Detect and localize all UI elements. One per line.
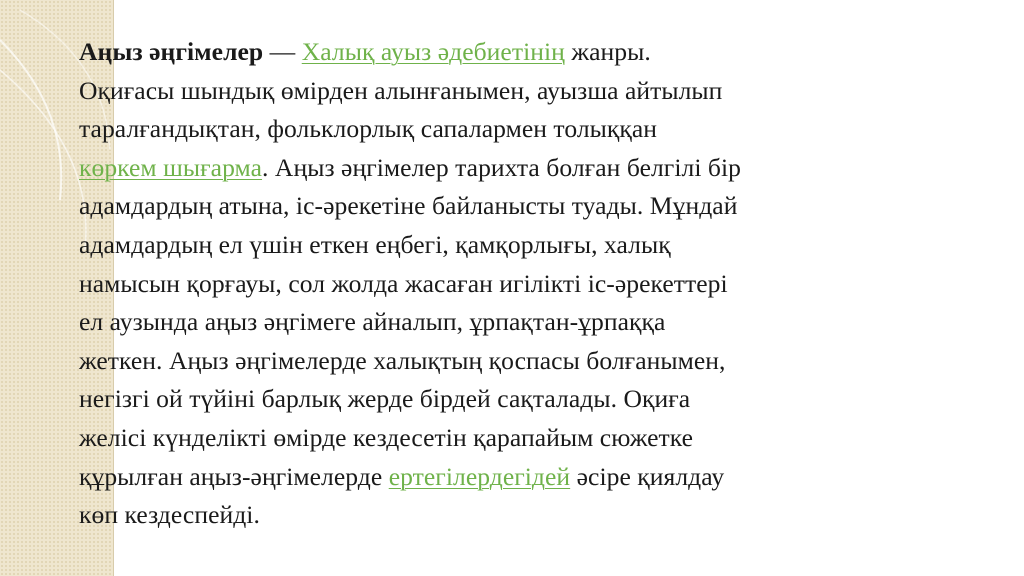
em-dash: — [263,37,302,66]
text-line-10: негізгі ой түйіні барлық жерде бірдей сақталады. Оқиға [79,384,691,414]
text-line-8: ел аузында аңыз әңгімеге айналып, ұрпақтан-ұрпаққа [79,307,666,337]
line-4-tail: . Аңыз әңгімелер тарихта болған белгілі бір [262,152,742,182]
text-line-7: намысын қорғауы, сол жолда жасаған игілікті іс-әрекеттері [79,268,728,298]
line-12-head: құрылған аңыз-әңгімелерде [79,461,389,491]
text-line-2: Оқиғасы шындық өмірден алынғанымен, ауызша айтылып [79,75,723,105]
text-line-1 [79,33,959,72]
text-line-4 [79,149,959,188]
text-line-5: адамдардың атына, іс-әрекетіне байланысты туады. Мұндай [79,191,738,221]
text-line-6: адамдардың ел үшін еткен еңбегі, қамқорлығы, халық [79,229,671,259]
line-1-tail: жанры. [564,37,651,66]
text-line-9: жеткен. Аңыз әңгімелерде халықтың қоспасы болғанымен, [79,345,726,375]
link-fairy-tales[interactable]: ертегілердегідей [388,461,571,491]
text-line-11: желісі күнделікті өмірде кездесетін қарапайым сюжетке [79,422,694,452]
link-oral-literature[interactable]: Халық ауыз әдебиетінің [301,37,565,66]
text-line-13: көп кездеспейді. [79,500,260,530]
text-line-3: таралғандықтан, фольклорлық сапалармен толыққан [79,114,658,144]
text-line-12 [79,458,959,497]
slide-body-text [79,33,959,535]
link-artistic-work[interactable]: көркем шығарма [79,152,263,182]
line-12-tail: әсіре қиялдау [570,461,725,491]
term-title: Аңыз әңгімелер [79,37,264,66]
